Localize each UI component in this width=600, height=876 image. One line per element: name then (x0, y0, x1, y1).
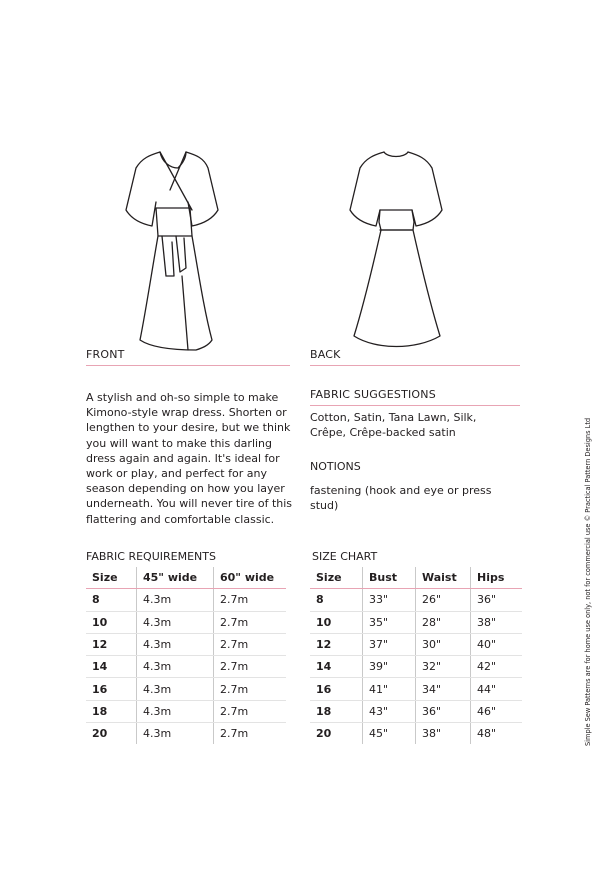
table-cell: 40" (471, 633, 523, 655)
copyright-text: Simple Sew Patterns are for home use only, not for commercial use © Practical Pattern Designs Ltd (584, 417, 592, 746)
table-cell: 2.7m (214, 700, 287, 722)
table-cell: 30" (416, 633, 471, 655)
table-cell: 36" (416, 700, 471, 722)
table-row (310, 723, 522, 745)
back-dress-illustration (346, 150, 446, 350)
table-cell: 42" (471, 656, 523, 678)
description-line: dress again and again. It's ideal for (86, 451, 280, 465)
column-header: Size (86, 567, 137, 589)
size-chart-table (310, 567, 522, 744)
table-row (86, 700, 286, 722)
table-cell: 41" (363, 678, 416, 700)
table-cell: 2.7m (214, 589, 287, 611)
table-cell: 20 (92, 727, 108, 741)
description-line: season depending on how you layer (86, 482, 285, 496)
fabric-suggestions-text (310, 410, 520, 440)
table-cell: 38" (471, 611, 523, 633)
fabric-suggestions-line: Cotton, Satin, Tana Lawn, Silk, (310, 411, 477, 424)
description-line: underneath. You will never tire of this (86, 497, 293, 511)
table-cell: 38" (416, 723, 471, 745)
notions-heading: NOTIONS (310, 460, 361, 473)
pattern-description (86, 390, 296, 527)
column-header: Bust (363, 567, 416, 589)
table-cell: 43" (363, 700, 416, 722)
table-cell: 10 (86, 611, 137, 633)
table-cell: 46" (471, 700, 523, 722)
table-cell: 8 (86, 589, 137, 611)
table-row (86, 723, 286, 745)
table-cell: 2.7m (214, 633, 287, 655)
column-header: 45" wide (137, 567, 214, 589)
table-cell: 4.3m (137, 611, 214, 633)
table-cell: 16 (310, 678, 363, 700)
table-cell: 14 (310, 656, 363, 678)
table-row (310, 678, 522, 700)
description-line: flattering and comfortable classic. (86, 512, 275, 526)
back-label: BACK (310, 348, 520, 366)
table-row (86, 678, 286, 700)
table-cell: 45" (363, 723, 416, 745)
table-cell: 39" (363, 656, 416, 678)
table-row (310, 700, 522, 722)
table-row (310, 611, 522, 633)
table-row (310, 589, 522, 611)
table-cell: 36" (471, 589, 523, 611)
table-cell: 32" (416, 656, 471, 678)
table-cell: 48" (471, 723, 523, 745)
table-row (86, 589, 286, 611)
table-row (86, 656, 286, 678)
table-cell: 4.3m (137, 723, 214, 745)
description-line: lengthen to your desire, but we think (86, 421, 291, 435)
front-dress-drawing (122, 150, 222, 350)
table-cell: 16 (86, 678, 137, 700)
table-row (86, 633, 286, 655)
table-cell: 10 (310, 611, 363, 633)
table-cell: 2.7m (214, 678, 287, 700)
table-cell: 28" (416, 611, 471, 633)
front-dress-illustration (122, 150, 222, 350)
table-cell: 33" (363, 589, 416, 611)
table-cell: 4.3m (137, 589, 214, 611)
table-cell: 2.7m (214, 723, 287, 745)
fabric-suggestions-line: Crêpe, Crêpe-backed satin (310, 426, 456, 440)
table-row (86, 611, 286, 633)
size-chart-heading: SIZE CHART (312, 550, 378, 563)
fabric-requirements-heading: FABRIC REQUIREMENTS (86, 550, 216, 563)
table-cell: 8 (310, 589, 363, 611)
fabric-requirements-table (86, 567, 286, 744)
table-cell: 4.3m (137, 678, 214, 700)
back-dress-drawing (346, 150, 446, 350)
notions-text: fastening (hook and eye or press stud) (310, 484, 492, 513)
table-cell: 35" (363, 611, 416, 633)
table-header-row (310, 567, 522, 589)
table-cell: 2.7m (214, 611, 287, 633)
description-line: you will want to make this darling (86, 436, 273, 450)
table-cell: 20 (316, 727, 332, 741)
table-cell: 12 (310, 633, 363, 655)
table-row (310, 656, 522, 678)
fabric-suggestions-heading: FABRIC SUGGESTIONS (310, 388, 520, 406)
column-header: Size (310, 567, 363, 589)
table-cell: 14 (86, 656, 137, 678)
front-label: FRONT (86, 348, 290, 366)
description-line: Kimono-style wrap dress. Shorten or (86, 406, 287, 420)
table-cell: 26" (416, 589, 471, 611)
table-cell: 4.3m (137, 700, 214, 722)
column-header: 60" wide (214, 567, 287, 589)
column-header: Hips (471, 567, 523, 589)
table-cell: 4.3m (137, 633, 214, 655)
table-cell: 37" (363, 633, 416, 655)
column-header: Waist (416, 567, 471, 589)
table-cell: 34" (416, 678, 471, 700)
description-line: A stylish and oh-so simple to make (86, 391, 279, 404)
table-row (310, 633, 522, 655)
table-cell: 18 (86, 700, 137, 722)
table-cell: 18 (310, 700, 363, 722)
table-cell: 12 (86, 633, 137, 655)
table-cell: 4.3m (137, 656, 214, 678)
table-header-row (86, 567, 286, 589)
table-cell: 2.7m (214, 656, 287, 678)
description-line: work or play, and perfect for any (86, 467, 267, 481)
table-cell: 44" (471, 678, 523, 700)
